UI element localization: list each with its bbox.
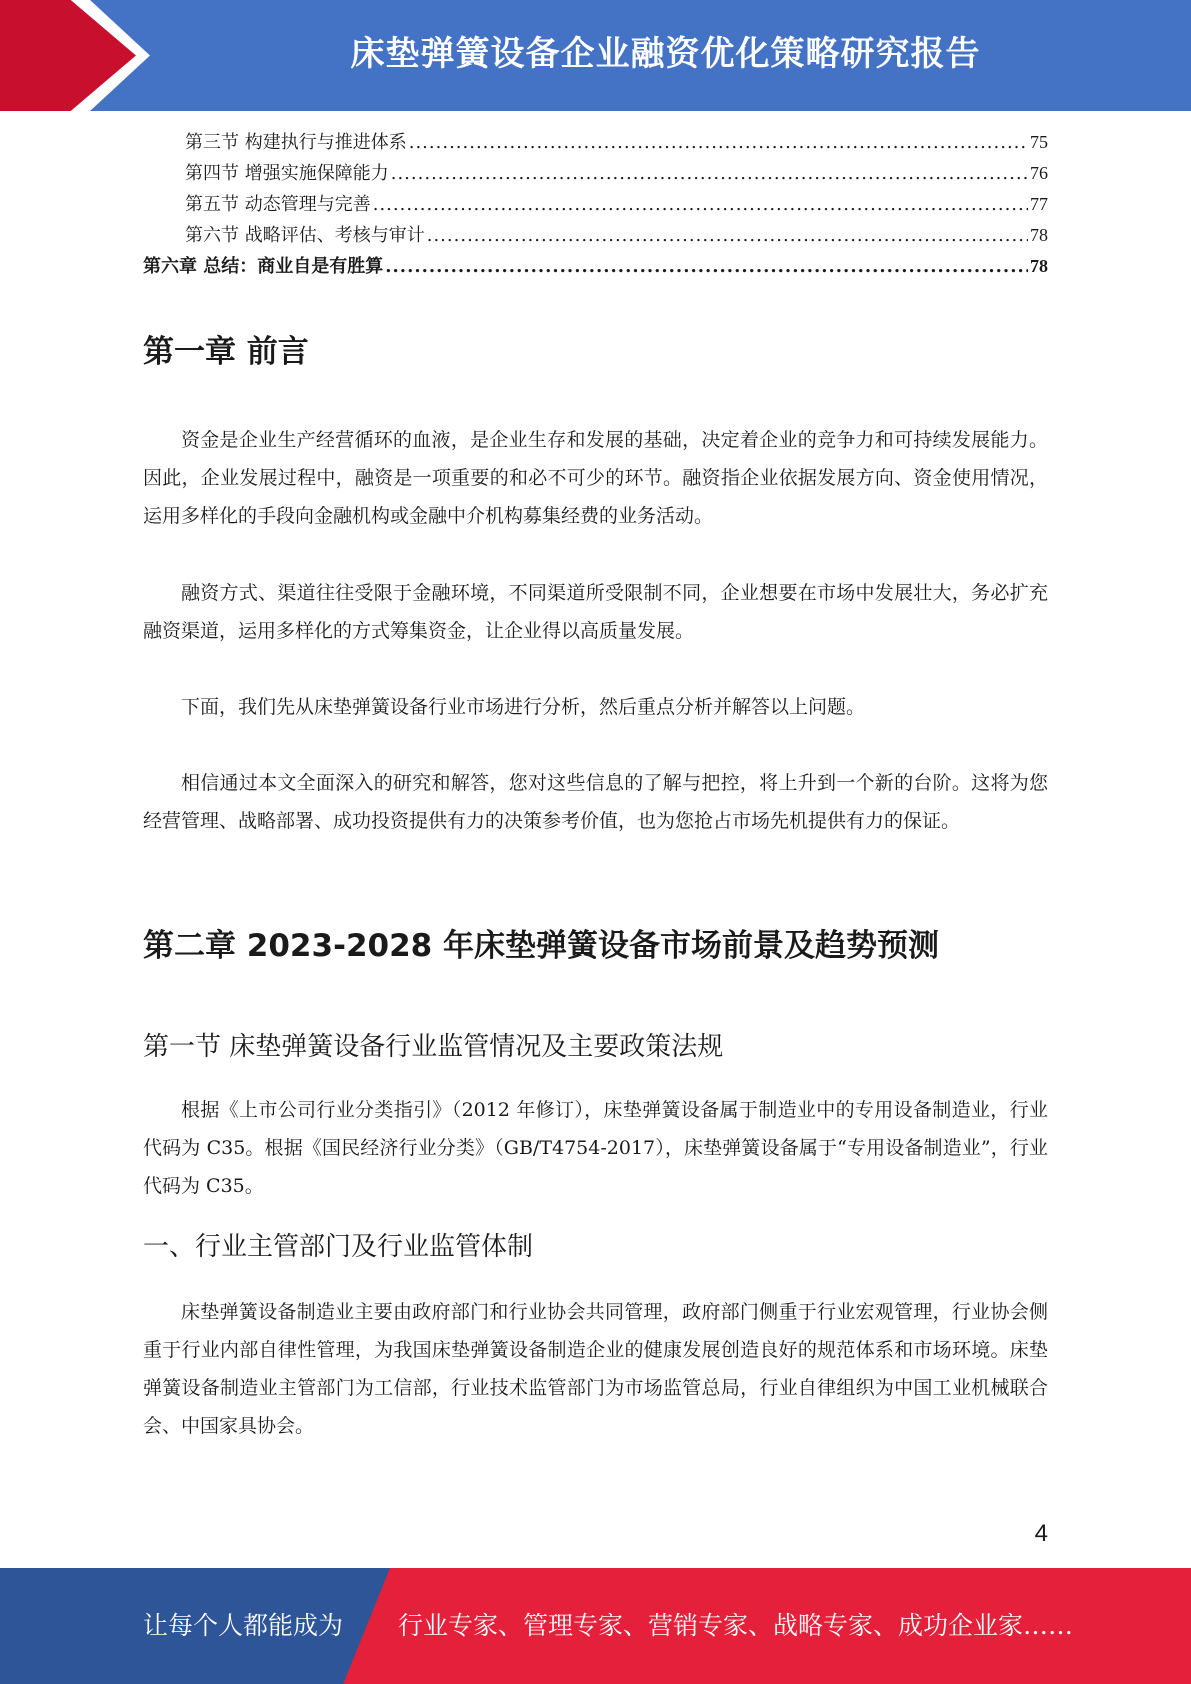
- toc-entry-label: 第六章 总结：商业自是有胜算: [143, 256, 384, 277]
- toc-entry-label: 第五节 动态管理与完善: [185, 194, 371, 215]
- toc-entry-label: 第四节 增强实施保障能力: [185, 163, 389, 184]
- toc-entry-label: 第三节 构建执行与推进体系: [185, 132, 407, 153]
- table-of-contents: [143, 128, 1048, 283]
- toc-entry-page: 78: [1030, 225, 1048, 245]
- subsection-1-paragraph: 床垫弹簧设备制造业主要由政府部门和行业协会共同管理，政府部门侧重于行业宏观管理，行业协会侧重于行业内部自律性管理，为我国床垫弹簧设备制造企业的健康发展创造良好的规范体系和市场环境。床垫弹簧设备制造业主管部门为工信部，行业技术监管部门为市场监管总局，行业自律组织为中国工业机械联合会、中国家具协会。: [143, 1301, 1048, 1437]
- section-1-paragraph: 根据《上市公司行业分类指引》（2012 年修订），床垫弹簧设备属于制造业中的专用设备制造业，行业代码为 C35。根据《国民经济行业分类》（GB/T4754-2017），床垫弹簧设备属于“专用设备制造业”，行业代码为 C35。: [143, 1099, 1048, 1197]
- section-1-heading: 第一节 床垫弹簧设备行业监管情况及主要政策法规: [143, 1032, 724, 1062]
- toc-leader-dots: [373, 194, 1028, 215]
- toc-entry[interactable]: [143, 221, 1048, 252]
- chapter-1-paragraph-3: 下面，我们先从床垫弹簧设备行业市场进行分析，然后重点分析并解答以上问题。: [181, 696, 866, 718]
- toc-leader-dots: [409, 132, 1028, 153]
- toc-leader-dots: [385, 256, 1028, 277]
- toc-leader-dots: [391, 163, 1028, 184]
- toc-entry-page: 75: [1030, 132, 1048, 152]
- toc-entry-label: 第六节 战略评估、考核与审计: [185, 225, 425, 246]
- page-footer: [0, 1568, 1191, 1684]
- subsection-1-heading: 一、行业主管部门及行业监管体制: [143, 1232, 534, 1262]
- chapter-1-paragraph-2: 融资方式、渠道往往受限于金融环境，不同渠道所受限制不同，企业想要在市场中发展壮大，务必扩充融资渠道，运用多样化的方式筹集资金，让企业得以高质量发展。: [143, 582, 1048, 642]
- chapter-1-heading: 第一章 前言: [143, 334, 309, 370]
- chapter-1-paragraph-1: 资金是企业生产经营循环的血液，是企业生存和发展的基础，决定着企业的竞争力和可持续发展能力。因此，企业发展过程中，融资是一项重要的和必不可少的环节。融资指企业依据发展方向、资金使用情况，运用多样化的手段向金融机构或金融中介机构募集经费的业务活动。: [143, 429, 1048, 527]
- toc-leader-dots: [427, 225, 1028, 246]
- toc-entry[interactable]: [143, 128, 1048, 159]
- chapter-2-heading: 第二章 2023-2028 年床垫弹簧设备市场前景及趋势预测: [143, 928, 940, 964]
- toc-entry-page: 78: [1030, 256, 1048, 276]
- header-chevron-red: [0, 0, 136, 111]
- report-title: 床垫弹簧设备企业融资优化策略研究报告: [350, 34, 981, 74]
- toc-entry[interactable]: [143, 159, 1048, 190]
- footer-slogan-right: 行业专家、管理专家、营销专家、战略专家、成功企业家……: [398, 1611, 1074, 1640]
- chapter-1-paragraph-4: 相信通过本文全面深入的研究和解答，您对这些信息的了解与把控，将上升到一个新的台阶。这将为您经营管理、战略部署、成功投资提供有力的决策参考价值，也为您抢占市场先机提供有力的保证。: [143, 772, 1048, 832]
- page-number: 4: [1034, 1520, 1048, 1547]
- page-header: [0, 0, 1191, 111]
- toc-entry-page: 77: [1030, 194, 1048, 214]
- toc-entry[interactable]: [143, 190, 1048, 221]
- footer-slogan-left: 让每个人都能成为: [143, 1611, 344, 1640]
- toc-chapter-entry[interactable]: [143, 252, 1048, 283]
- toc-entry-page: 76: [1030, 163, 1048, 183]
